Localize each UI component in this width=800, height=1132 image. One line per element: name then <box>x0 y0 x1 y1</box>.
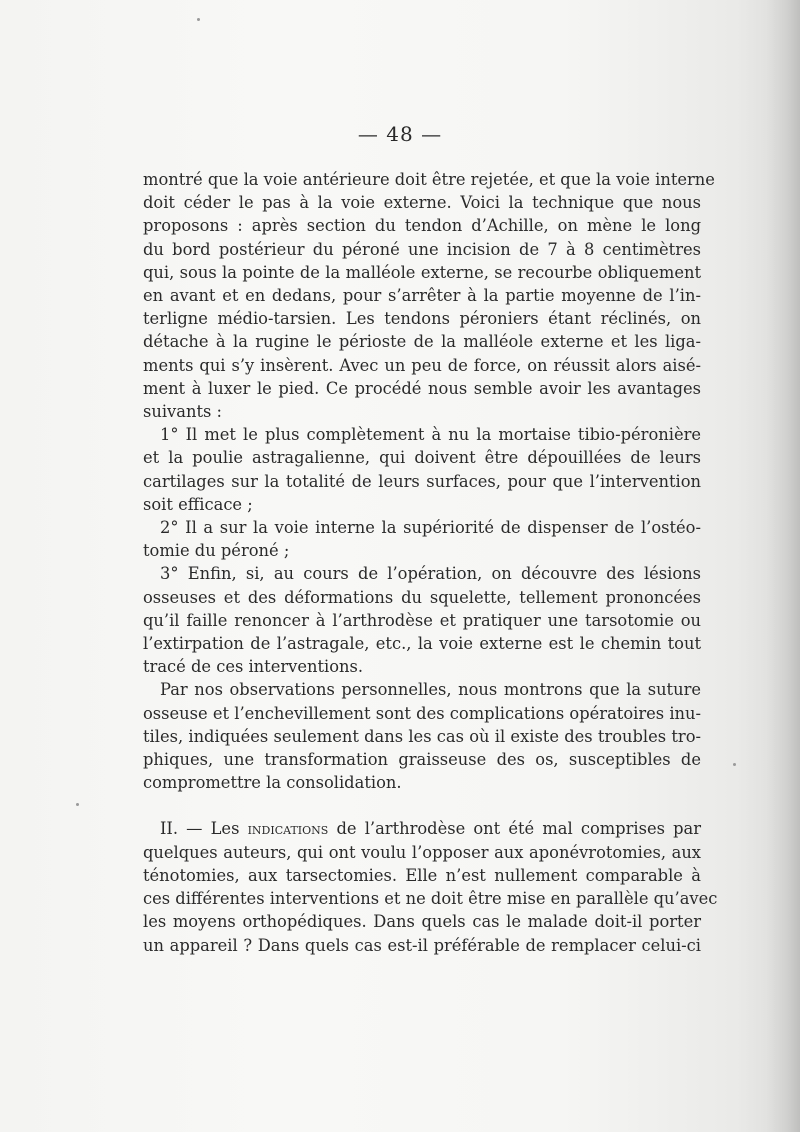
text-fragment: de l’arthrodèse ont été mal comprises par <box>328 819 702 839</box>
text-line: cartilages sur la totalité de leurs surfaces, pour que l’intervention <box>143 471 701 491</box>
paragraph-indications <box>143 817 718 956</box>
text-line: ces différentes interventions et ne doit être mise en parallèle qu’avec <box>143 889 718 909</box>
text-line: les moyens orthopédiques. Dans quels cas le malade doit-il porter <box>143 912 701 932</box>
text-line: quelques auteurs, qui ont voulu l’opposer aux aponévrotomies, aux <box>143 842 701 862</box>
text-line: tracé de ces interventions. <box>143 657 364 677</box>
text-line: proposons : après section du tendon d’Achille, on mène le long <box>143 216 701 236</box>
text-line: un appareil ? Dans quels cas est-il préférable de remplacer celui-ci <box>143 935 701 955</box>
section-keyword: indications <box>247 819 329 839</box>
paper-speck <box>76 803 79 806</box>
text-line: doit céder le pas à la voie externe. Voici la technique que nous <box>143 193 701 213</box>
text-line: terligne médio-tarsien. Les tendons péroniers étant réclinés, on <box>143 309 701 329</box>
text-line: 2° Il a sur la voie interne la supériorité de dispenser de l’ostéo- <box>160 518 701 538</box>
text-line <box>143 817 701 840</box>
text-line: osseuses et des déformations du squelette, tellement prononcées <box>143 587 701 607</box>
text-line: ténotomies, aux tarsectomies. Elle n’est nullement comparable à <box>143 865 701 885</box>
text-line: compromettre la consolidation. <box>143 773 402 793</box>
section-gap <box>143 794 701 817</box>
text-line: osseuse et l’enchevillement sont des complications opératoires inu- <box>143 703 701 723</box>
text-line: détache à la rugine le périoste de la malléole externe et les liga- <box>143 332 701 352</box>
page-number: — 48 — <box>357 122 443 146</box>
text-line: phiques, une transformation graisseuse des os, susceptibles de <box>143 750 701 770</box>
paragraph-advantage-3 <box>143 562 701 678</box>
text-line: ment à luxer le pied. Ce procédé nous semble avoir les avantages <box>143 378 701 398</box>
text-line: qu’il faille renoncer à l’arthrodèse et pratiquer une tarsotomie ou <box>143 610 701 630</box>
text-line: en avant et en dedans, pour s’arrêter à la partie moyenne de l’in- <box>143 286 701 306</box>
paragraph-advantage-1 <box>143 423 701 516</box>
body-text <box>143 168 718 957</box>
paragraph-advantage-2 <box>143 516 701 562</box>
text-line: du bord postérieur du péroné une incision de 7 à 8 centimètres <box>143 239 701 259</box>
paper-speck <box>197 18 200 21</box>
text-line: qui, sous la pointe de la malléole externe, se recourbe obliquement <box>143 262 701 282</box>
text-line: et la poulie astragalienne, qui doivent être dépouillées de leurs <box>143 448 701 468</box>
text-line: l’extirpation de l’astragale, etc., la voie externe est le chemin tout <box>143 634 701 654</box>
text-line: 1° Il met le plus complètement à nu la mortaise tibio-péronière <box>160 425 701 445</box>
text-line: 3° Enfin, si, au cours de l’opération, on découvre des lésions <box>160 564 701 584</box>
page-edge-shadow <box>766 0 800 1132</box>
text-line: tiles, indiquées seulement dans les cas où il existe des troubles tro- <box>143 726 701 746</box>
text-line: soit efficace ; <box>143 494 253 514</box>
paragraph-technique <box>143 168 715 423</box>
text-line: suivants : <box>143 402 222 422</box>
paragraph-observations <box>143 678 701 794</box>
text-line: montré que la voie antérieure doit être rejetée, et que la voie interne <box>143 170 715 189</box>
text-line: tomie du péroné ; <box>143 541 290 561</box>
text-line: ments qui s’y insèrent. Avec un peu de force, on réussit alors aisé- <box>143 355 701 375</box>
text-line: Par nos observations personnelles, nous montrons que la suture <box>160 680 701 700</box>
section-number: II. — Les <box>160 819 248 839</box>
paper-speck <box>733 763 736 766</box>
